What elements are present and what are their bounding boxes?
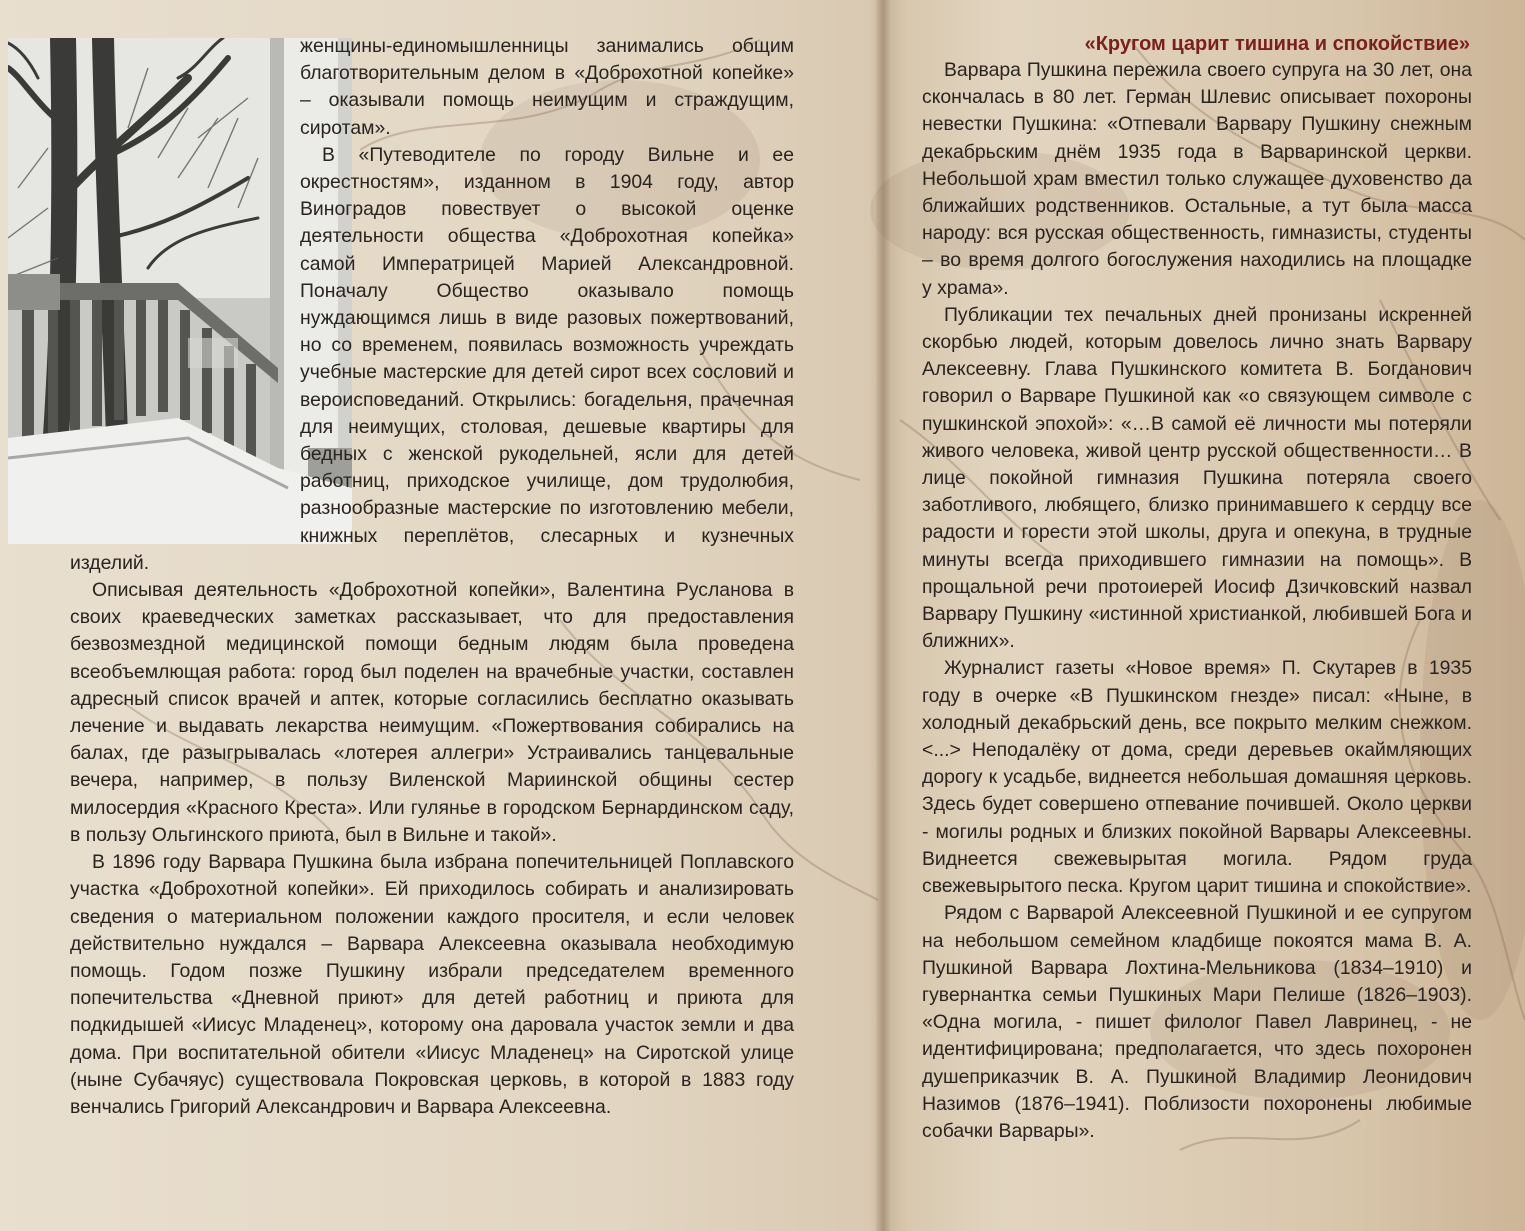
paragraph: Журналист газеты «Новое время» П. Скутарев в 1935 году в очерке «В Пушкинском гнезде» писал: «Ныне, в холодный декабрьский день, все покрыто мелким снежком. <...> Неподалёку от дома, среди деревьев окаймляющих дорогу к усадьбе, виднеется небольшая домашняя церковь. Здесь будет совершено отпевание почившей. Около церкви - могилы родных и близких покойной Варвары Алексеевны. Виднеется свежевырытая могила. Рядом груда свежевырытого песка. Кругом царит тишина и спокойствие».	[922, 657, 1472, 898]
paragraph: Публикации тех печальных дней пронизаны искренней скорбью людей, которым довелось лично знать Варвару Алексеевну. Глава Пушкинского комитета В. Богданович говорил о Варваре Пушкиной как «о связующем символе с пушкинской эпохой»: «…В самой её личности мы потеряли живого человека, живой центр русской общественности… В лице покойной гимназия Пушкина потеряла своего заботливого, любящего, близко принимавшего к сердцу все радости и горести этой школы, друга и опекуна, в трудные минуты всегда приходившего гимназии на помощь». В прощальной речи протоиерей Иосиф Дзичковский назвал Варвару Пушкину «истинной христианкой, любившей Бога и ближних».	[922, 303, 1472, 653]
paragraph: В «Путеводителе по городу Вильне и ее окрестностям», изданном в 1904 году, автор Виноградов повествует о высокой оценке деятельности общества «Доброхотная копейка» самой Императрицей Марией Александровной. Поначалу Общество оказывало помощь нуждающимся лишь в виде разовых пожертвований, но со временем, появилась возможность учреждать учебные мастерские для детей сирот всех сословий и вероисповеданий. Открылись: богадельня, прачечная для неимущих, столовая, дешевые квартиры для бедных с женской рукодельней, ясли для детей работниц, приходское училище, дом трудолюбия, разнообразные мастерские по изготовлению мебели, книжных переплётов, слесарных и кузнечных изделий.	[70, 143, 794, 574]
paragraph: Описывая деятельность «Доброхотной копейки», Валентина Русланова в своих краеведческих заметках рассказывает, что для предоставления безвозмездной медицинской помощи бедным людям была проведена всеобъемлющая работа: город был поделен на врачебные участки, составлен адресный список врачей и аптек, которые согласились бесплатно оказывать лечение и выдавать лекарства неимущим. «Пожертвования собирались на балах, где разыгрывалась «лотерея аллегри» Устраивались танцевальные вечера, например, в пользу Виленской Мариинской общины сестер милосердия «Красного Креста». Или гулянье в городском Бернардинском саду, в пользу Ольгинского приюта, был в Вильне и такой».	[70, 579, 794, 846]
paragraph: Варвара Пушкина пережила своего супруга на 30 лет, она скончалась в 80 лет. Герман Шлевис описывает похороны невестки Пушкина: «Отпевали Варвару Пушкину снежным декабрьским днём 1935 года в Варваринской церкви. Небольшой храм вместил только служащее духовенство да ближайших родственников. Остальные, а тут была масса народу: вся русская общественность, гимназисты, студенты – во время долгого богослужения находились на площадке у храма».	[922, 59, 1472, 299]
photo-text-wrap-spacer	[0, 33, 300, 549]
right-text-column	[922, 57, 1472, 1145]
left-text-column	[70, 33, 794, 1121]
paragraph: женщины-единомышленницы занимались общим благотворительным делом в «Доброхотной копейке» – оказывали помощь неимущим и страждущим, сиротам».	[300, 35, 794, 139]
paragraph: Рядом с Варварой Алексеевной Пушкиной и ее супругом на небольшом семейном кладбище покоятся мама В. А. Пушкиной Варвара Лохтина-Мельникова (1834–1910) и гувернантка семьи Пушкиных Мари Пелише (1826–1903). «Одна могила, - пишет филолог Павел Лавринец, - не идентифицирована; предполагается, что здесь похоронен душеприказчик В. А. Пушкиной Владимир Леонидович Назимов (1876–1941). Поблизости похоронены любимые собачки Варвары».	[922, 902, 1472, 1142]
paragraph: В 1896 году Варвара Пушкина была избрана попечительницей Поплавского участка «Доброхотной копейки». Ей приходилось собирать и анализировать сведения о материальном положении каждого просителя, и если человек действительно нуждался – Варвара Алексеевна оказывала необходимую помощь. Годом позже Пушкину избрали председателем временного попечительства «Дневной приют» для детей работниц и приюта для подкидышей «Иисус Младенец», которому она даровала участок земли и два дома. При воспитательной обители «Иисус Младенец» на Сиротской улице (ныне Субачяус) существовала Покровская церковь, в которой в 1883 году венчались Григорий Александрович и Варвара Алексеевна.	[70, 851, 794, 1118]
section-title: «Кругом царит тишина и спокойствие»	[1084, 33, 1470, 55]
